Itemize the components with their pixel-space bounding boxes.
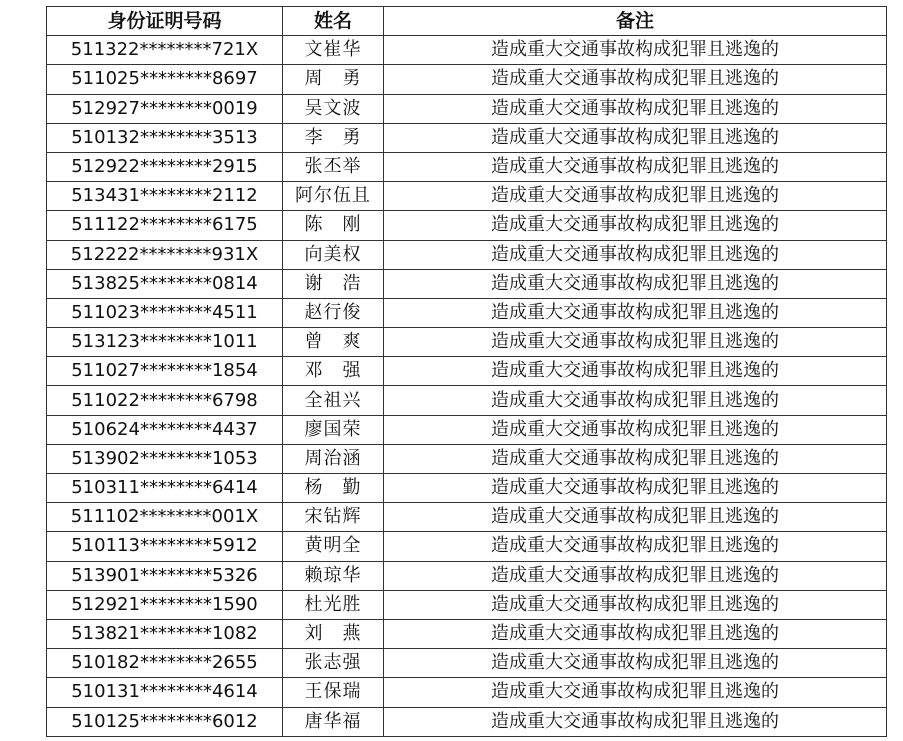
cell-id: 511023********4511 [47,298,283,327]
table-row [47,152,887,181]
table-row [47,269,887,298]
cell-id: 513431********2112 [47,182,283,211]
cell-name: 黄明全 [283,532,384,561]
cell-name: 宋钻辉 [283,503,384,532]
table-row [47,619,887,648]
cell-note: 造成重大交通事故构成犯罪且逃逸的 [384,561,887,590]
cell-note: 造成重大交通事故构成犯罪且逃逸的 [384,240,887,269]
cell-name: 曾 爽 [283,328,384,357]
table-row [47,211,887,240]
column-header-note: 备注 [384,7,887,36]
cell-note: 造成重大交通事故构成犯罪且逃逸的 [384,474,887,503]
cell-note: 造成重大交通事故构成犯罪且逃逸的 [384,444,887,473]
table-header-row [47,7,887,36]
cell-id: 513825********0814 [47,269,283,298]
cell-name: 廖国荣 [283,415,384,444]
cell-note: 造成重大交通事故构成犯罪且逃逸的 [384,590,887,619]
cell-note: 造成重大交通事故构成犯罪且逃逸的 [384,678,887,707]
cell-id: 511102********001X [47,503,283,532]
cell-name: 杜光胜 [283,590,384,619]
cell-note: 造成重大交通事故构成犯罪且逃逸的 [384,386,887,415]
cell-id: 513123********1011 [47,328,283,357]
cell-name: 邓 强 [283,357,384,386]
cell-id: 510131********4614 [47,678,283,707]
cell-name: 刘 燕 [283,619,384,648]
cell-id: 513901********5326 [47,561,283,590]
cell-id: 510311********6414 [47,474,283,503]
cell-name: 唐华福 [283,707,384,736]
column-header-id: 身份证明号码 [47,7,283,36]
table-row [47,444,887,473]
table-row [47,386,887,415]
cell-name: 李 勇 [283,123,384,152]
table-row [47,415,887,444]
table-body [47,36,887,737]
table-row [47,298,887,327]
cell-note: 造成重大交通事故构成犯罪且逃逸的 [384,415,887,444]
table-row [47,357,887,386]
table-row [47,532,887,561]
table-row [47,678,887,707]
cell-id: 512922********2915 [47,152,283,181]
cell-name: 张丕举 [283,152,384,181]
cell-id: 512927********0019 [47,94,283,123]
cell-name: 文崔华 [283,36,384,65]
cell-name: 向美权 [283,240,384,269]
cell-id: 511027********1854 [47,357,283,386]
cell-note: 造成重大交通事故构成犯罪且逃逸的 [384,211,887,240]
cell-note: 造成重大交通事故构成犯罪且逃逸的 [384,328,887,357]
cell-name: 周 勇 [283,65,384,94]
table-row [47,590,887,619]
cell-id: 510113********5912 [47,532,283,561]
cell-name: 王保瑞 [283,678,384,707]
cell-id: 513902********1053 [47,444,283,473]
cell-id: 510182********2655 [47,649,283,678]
cell-name: 陈 刚 [283,211,384,240]
table-row [47,328,887,357]
cell-note: 造成重大交通事故构成犯罪且逃逸的 [384,619,887,648]
cell-note: 造成重大交通事故构成犯罪且逃逸的 [384,357,887,386]
table-row [47,649,887,678]
cell-note: 造成重大交通事故构成犯罪且逃逸的 [384,182,887,211]
record-table [46,6,887,737]
cell-name: 谢 浩 [283,269,384,298]
cell-id: 510132********3513 [47,123,283,152]
cell-note: 造成重大交通事故构成犯罪且逃逸的 [384,36,887,65]
cell-name: 张志强 [283,649,384,678]
cell-note: 造成重大交通事故构成犯罪且逃逸的 [384,65,887,94]
table-row [47,94,887,123]
table-row [47,36,887,65]
cell-note: 造成重大交通事故构成犯罪且逃逸的 [384,532,887,561]
cell-id: 511122********6175 [47,211,283,240]
cell-id: 513821********1082 [47,619,283,648]
cell-id: 510624********4437 [47,415,283,444]
cell-id: 511322********721X [47,36,283,65]
cell-id: 511022********6798 [47,386,283,415]
cell-note: 造成重大交通事故构成犯罪且逃逸的 [384,269,887,298]
cell-name: 赖琼华 [283,561,384,590]
cell-note: 造成重大交通事故构成犯罪且逃逸的 [384,503,887,532]
cell-id: 510125********6012 [47,707,283,736]
table-row [47,240,887,269]
table-row [47,707,887,736]
table-row [47,503,887,532]
cell-name: 阿尔伍且 [283,182,384,211]
cell-note: 造成重大交通事故构成犯罪且逃逸的 [384,94,887,123]
cell-id: 512222********931X [47,240,283,269]
table-row [47,123,887,152]
table-row [47,65,887,94]
cell-id: 511025********8697 [47,65,283,94]
cell-note: 造成重大交通事故构成犯罪且逃逸的 [384,649,887,678]
cell-name: 全祖兴 [283,386,384,415]
cell-name: 吴文波 [283,94,384,123]
cell-name: 赵行俊 [283,298,384,327]
table-row [47,561,887,590]
cell-name: 周治涵 [283,444,384,473]
cell-name: 杨 勤 [283,474,384,503]
cell-note: 造成重大交通事故构成犯罪且逃逸的 [384,123,887,152]
table-row [47,182,887,211]
cell-note: 造成重大交通事故构成犯罪且逃逸的 [384,707,887,736]
cell-note: 造成重大交通事故构成犯罪且逃逸的 [384,298,887,327]
table-row [47,474,887,503]
cell-id: 512921********1590 [47,590,283,619]
cell-note: 造成重大交通事故构成犯罪且逃逸的 [384,152,887,181]
column-header-name: 姓名 [283,7,384,36]
